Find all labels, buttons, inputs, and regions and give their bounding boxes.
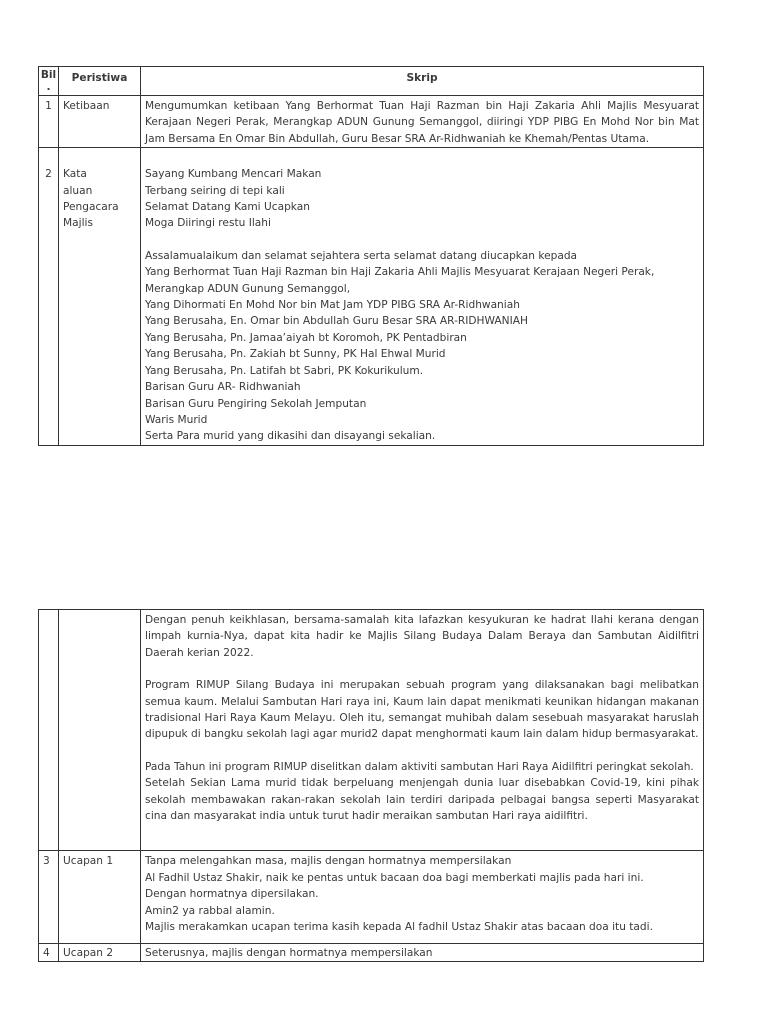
table-row [39, 851, 704, 943]
script-line: Dengan hormatnya dipersilakan. [145, 888, 319, 901]
script-line: Tanpa melengahkan masa, majlis dengan hormatnya mempersilakan [145, 855, 512, 868]
row-number: 3 [39, 851, 59, 943]
pantun-line: Sayang Kumbang Mencari Makan [145, 168, 322, 181]
row-number: 2 [39, 148, 59, 446]
salutation-line: Yang Berhormat Tuan Haji Razman bin Haji Zakaria Ahli Majlis Mesyuarat Kerajaan Negeri Perak, Merangkap ADUN Gunung Semanggol, [145, 266, 655, 295]
script-text [141, 610, 704, 851]
script-paragraph: Setelah Sekian Lama murid tidak berpeluang menjengah dunia luar disebabkan Covid-19, kini pihak sekolah membawakan rakan-rakan sekolah lain terdiri daripada pelbagai bangsa seperti Masyarakat cina dan masyarakat india untuk turut hadir meraikan sambutan Hari raya aidilfitri. [145, 777, 699, 823]
salutation-line: Assalamualaikum dan selamat sejahtera serta selamat datang diucapkan kepada [145, 249, 578, 262]
header-row [39, 67, 704, 96]
pantun-line: Terbang seiring di tepi kali [145, 184, 285, 197]
event-name: Kata aluan Pengacara Majlis [59, 148, 141, 446]
salutation-line: Barisan Guru AR- Ridhwaniah [145, 381, 301, 394]
script-line: Al Fadhil Ustaz Shakir, naik ke pentas untuk bacaan doa bagi memberkati majlis pada hari ini. [145, 871, 644, 884]
row-number: 1 [39, 96, 59, 148]
script-text [141, 851, 704, 943]
salutation-line: Waris Murid [145, 413, 208, 426]
salutation-line: Yang Berusaha, Pn. Jamaa’aiyah bt Koromoh, PK Pentadbiran [145, 331, 467, 344]
table-row [39, 96, 704, 148]
script-text [141, 96, 704, 148]
script-line: Majlis merakamkan ucapan terima kasih kepada Al fadhil Ustaz Shakir atas bacaan doa itu tadi. [145, 921, 653, 934]
script-line: Amin2 ya rabbal alamin. [145, 904, 275, 917]
event-name [59, 610, 141, 851]
header-bil: Bil . [39, 67, 59, 96]
script-paragraph: Pada Tahun ini program RIMUP diselitkan dalam aktiviti sambutan Hari Raya Aidilfitri peringkat sekolah. [145, 760, 694, 773]
salutation-line: Yang Berusaha, En. Omar bin Abdullah Guru Besar SRA AR-RIDHWANIAH [145, 315, 528, 328]
table-row [39, 148, 704, 446]
script-line: Seterusnya, majlis dengan hormatnya mempersilakan [145, 946, 433, 959]
script-text [141, 148, 704, 446]
pantun-line: Moga Diiringi restu Ilahi [145, 217, 271, 230]
salutation-line: Yang Berusaha, Pn. Zakiah bt Sunny, PK Hal Ehwal Murid [145, 348, 446, 361]
event-name: Ketibaan [59, 96, 141, 148]
salutation-line: Serta Para murid yang dikasihi dan disayangi sekalian. [145, 430, 436, 443]
event-name: Ucapan 1 [59, 851, 141, 943]
pantun-line: Selamat Datang Kami Ucapkan [145, 201, 310, 214]
script-table-2 [38, 609, 704, 962]
event-name: Ucapan 2 [59, 943, 141, 961]
salutation-line: Yang Dihormati En Mohd Nor bin Mat Jam YDP PIBG SRA Ar-Ridhwaniah [145, 299, 520, 312]
header-skrip: Skrip [141, 67, 704, 96]
script-paragraph: Program RIMUP Silang Budaya ini merupakan sebuah program yang dilaksanakan bagi melibatkan semua kaum. Melalui Sambutan Hari raya ini, Kaum lain dapat menikmati keunikan hidangan makanan tradisional Hari Raya Kaum Melayu. Oleh itu, semangat muhibah dalam sesebuah masyarakat haruslah dipupuk di bangku sekolah lagi agar murid2 dapat menghormati kaum lain dalam hidup bermasyarakat. [145, 679, 699, 741]
table-row [39, 610, 704, 851]
table-row [39, 943, 704, 961]
salutation-line: Barisan Guru Pengiring Sekolah Jemputan [145, 397, 367, 410]
header-peristiwa: Peristiwa [59, 67, 141, 96]
script-table-1 [38, 66, 704, 446]
row-number: 4 [39, 943, 59, 961]
row-number [39, 610, 59, 851]
script-text [141, 943, 704, 961]
salutation-line: Yang Berusaha, Pn. Latifah bt Sabri, PK Kokurikulum. [145, 364, 424, 377]
script-paragraph: Mengumumkan ketibaan Yang Berhormat Tuan Haji Razman bin Haji Zakaria Ahli Majlis Mesyuarat Kerajaan Negeri Perak, Merangkap ADUN Gunung Semanggol, diiringi YDP PIBG En Mohd Nor bin Mat Jam Bersama En Omar Bin Abdullah, Guru Besar SRA Ar-Ridhwaniah ke Khemah/Pentas Utama. [145, 100, 699, 145]
script-paragraph: Dengan penuh keikhlasan, bersama-samalah kita lafazkan kesyukuran ke hadrat Ilahi kerana dengan limpah kurnia-Nya, dapat kita hadir ke Majlis Silang Budaya Dalam Beraya dan Sambutan Aidilfitri Daerah kerian 2022. [145, 614, 699, 659]
